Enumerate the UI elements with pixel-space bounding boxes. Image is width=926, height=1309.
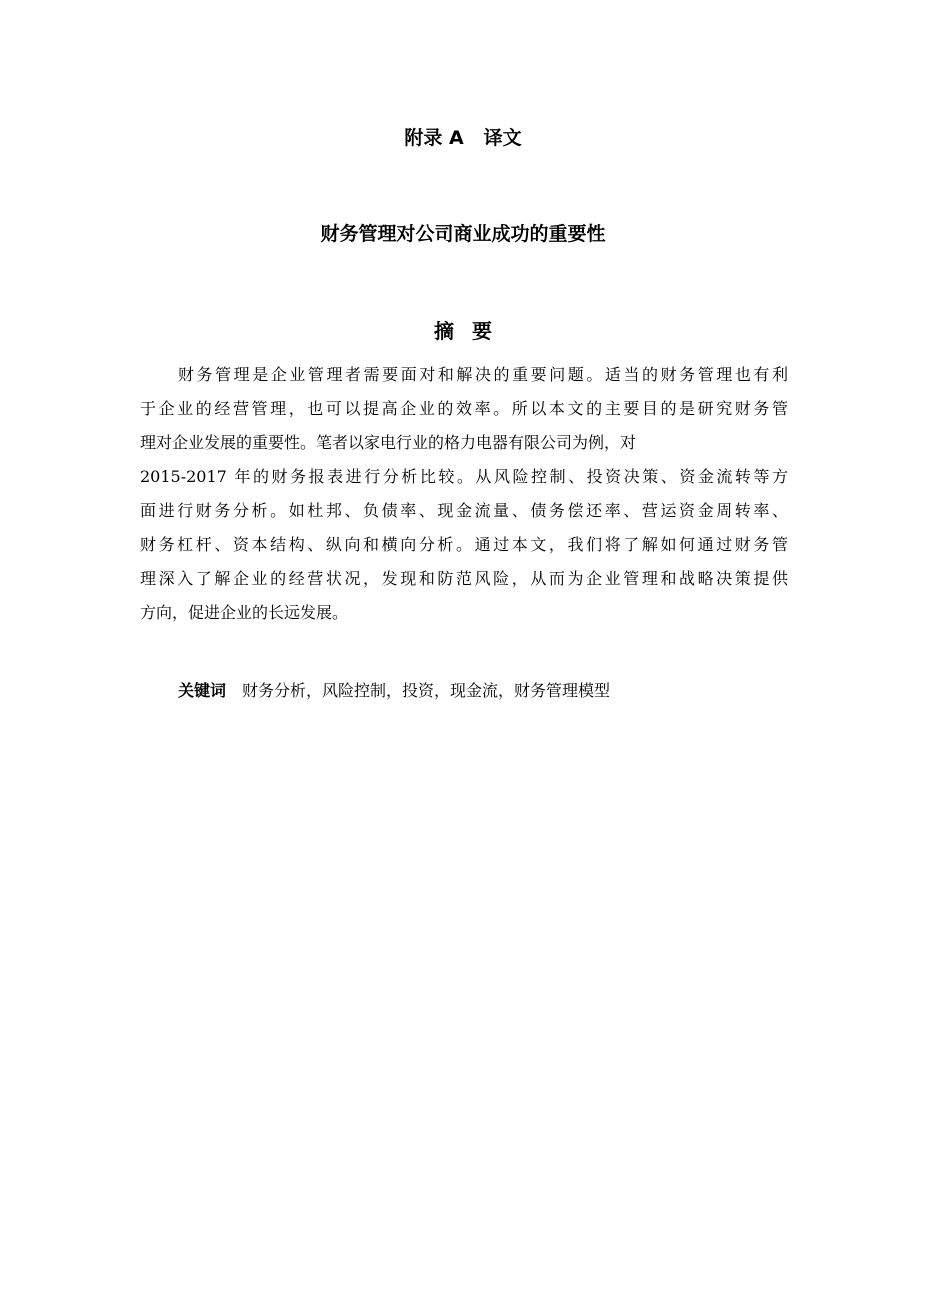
paper-title: 财务管理对公司商业成功的重要性 <box>320 223 606 245</box>
abstract-line: 财务杠杆、资本结构、纵向和横向分析。通过本文，我们将了解如何通过财务管 <box>140 535 788 554</box>
keywords-label: 关键词 <box>178 681 227 700</box>
keywords-row <box>178 674 610 708</box>
abstract-line: 于企业的经营管理，也可以提高企业的效率。所以本文的主要目的是研究财务管 <box>140 399 788 418</box>
appendix-title: 译文 <box>483 127 522 149</box>
abstract-line: 方向，促进企业的长远发展。 <box>140 603 349 622</box>
abstract-line: 理对企业发展的重要性。笔者以家电行业的格力电器有限公司为例，对 <box>140 433 637 452</box>
abstract-line: 2015-2017 年的财务报表进行分析比较。从风险控制、投资决策、资金流转等方 <box>140 467 788 486</box>
abstract-line: 财务管理是企业管理者需要面对和解决的重要问题。适当的财务管理也有利 <box>178 365 788 384</box>
abstract-line: 理深入了解企业的经营状况，发现和防范风险，从而为企业管理和战略决策提供 <box>140 569 788 588</box>
abstract-body <box>140 358 788 630</box>
appendix-label: 附录 A <box>404 127 464 149</box>
keywords-text: 财务分析，风险控制，投资，现金流，财务管理模型 <box>242 681 611 700</box>
abstract-line: 面进行财务分析。如杜邦、负债率、现金流量、债务偿还率、营运资金周转率、 <box>140 501 788 520</box>
appendix-heading <box>0 124 926 152</box>
abstract-heading: 摘要 <box>434 319 510 343</box>
